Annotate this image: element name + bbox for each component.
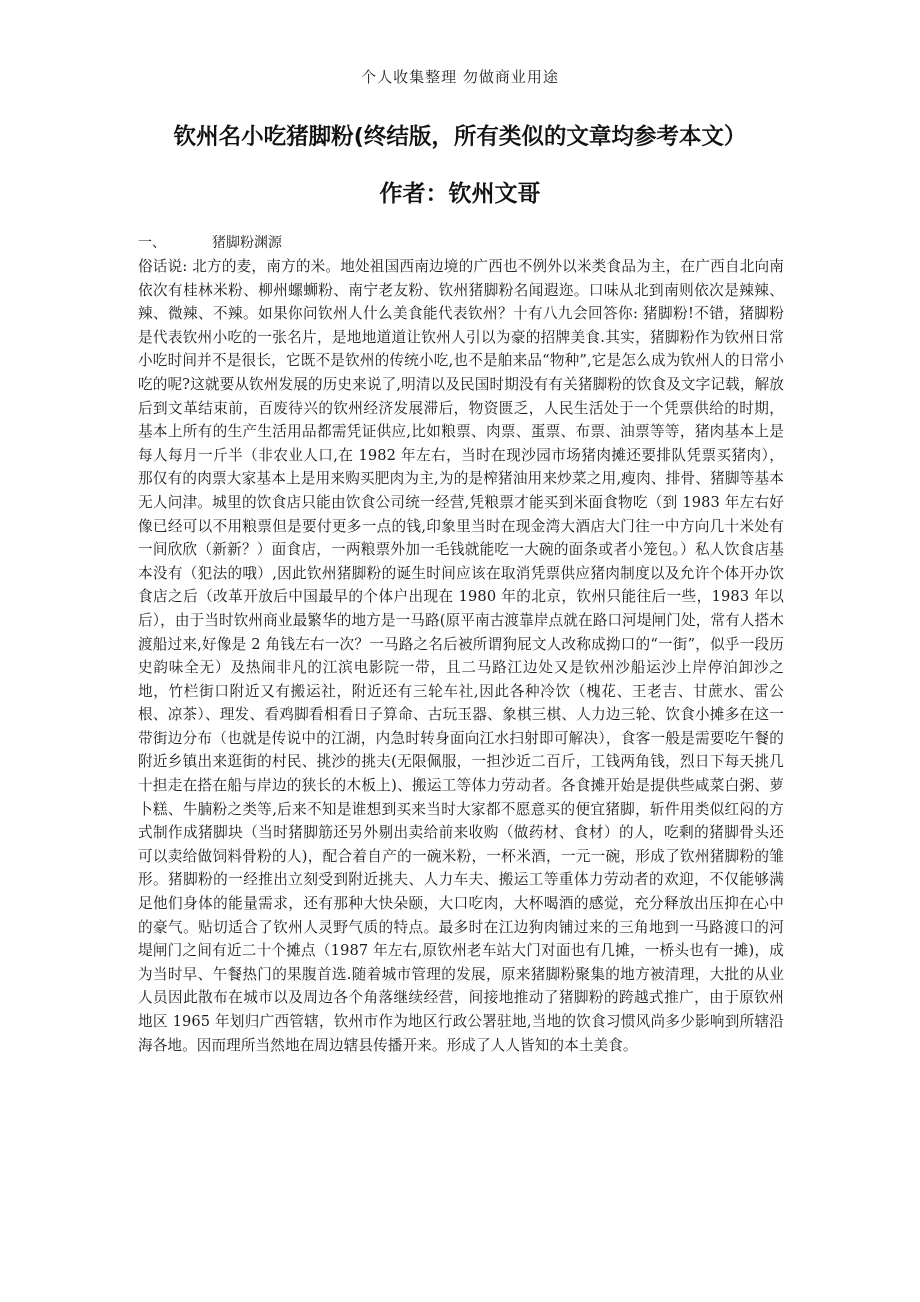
section-title: 猪脚粉渊源 [212, 235, 282, 251]
body-paragraph: 俗话说: 北方的麦，南方的米。地处祖国西南边境的广西也不例外以米类食品为主，在广西自北向南依次有桂林米粉、柳州螺蛳粉、南宁老友粉、钦州猪脚粉名闻遐迩。口味从北到南则依次是辣辣、辣、微辣、不辣。如果你问钦州人什么美食能代表钦州？十有八九会回答你: 猪脚粉!不错，猪脚粉是代表钦州小吃的一张名片，是地地道道让钦州人引以为豪的招牌美食.其实，猪脚粉作为钦州日常小吃时间并不是很长，它既不是钦州的传统小吃,也不是舶来品“物种”,它是怎么成为钦州人的日常小吃的呢?这就要从钦州发展的历史来说了,明清以及民国时期没有有关猪脚粉的饮食及文字记载，解放后到文革结束前，百废待兴的钦州经济发展滞后，物资匮乏，人民生活处于一个凭票供给的时期，基本上所有的生产生活用品都需凭证供应,比如粮票、肉票、蛋票、布票、油票等等，猪肉基本上是每人每月一斤半（非农业人口,在 1982 年左右，当时在现沙园市场猪肉摊还要排队凭票买猪肉），那仅有的肉票大家基本上是用来购买肥肉为主,为的是榨猪油用来炒菜之用,瘦肉、排骨、猪脚等基本无人问津。城里的饮食店只能由饮食公司统一经营,凭粮票才能买到米面食物吃（到 1983 年左右好像已经可以不用粮票但是要付更多一点的钱,印象里当时在现金湾大酒店大门往一中方向几十米处有一间欣欣（新新？）面食店，一两粮票外加一毛钱就能吃一大碗的面条或者小笼包。）私人饮食店基本没有（犯法的哦）,因此钦州猪脚粉的诞生时间应该在取消凭票供应猪肉制度以及允许个体开办饮食店之后（改革开放后中国最早的个体户出现在 1980 年的北京，钦州只能往后一些，1983 年以后），由于当时钦州商业最繁华的地方是一马路(原平南古渡靠岸点就在路口河堤闸门处，常有人搭木渡船过来,好像是 2 角钱左右一次？一马路之名后被所谓狗屁文人改称成拗口的“一街”，似乎一段历史韵味全无）及热闹非凡的江滨电影院一带，且二马路江边处又是钦州沙船运沙上岸停泊卸沙之地，竹栏街口附近又有搬运社，附近还有三轮车社,因此各种冷饮（槐花、王老吉、甘蔗水、雷公根、凉茶）、理发、看鸡脚看相看日子算命、古玩玉器、象棋三棋、人力边三轮、饮食小摊多在这一带街边分布（也就是传说中的江湖，内急时转身面向江水扫射即可解决），食客一般是需要吃午餐的附近乡镇出来逛街的村民、挑沙的挑夫(无限佩服，一担沙近二百斤，工钱两角钱，烈日下每天挑几十担走在搭在船与岸边的狭长的木板上)、搬运工等体力劳动者。各食摊开始是提供些咸菜白粥、萝卜糕、牛腩粉之类等,后来不知是谁想到买来当时大家都不愿意买的便宜猪脚，斩件用类似红闷的方式制作成猪脚块（当时猪脚筋还另外剔出卖给前来收购（做药材、食材）的人，吃剩的猪脚骨头还可以卖给做饲料骨粉的人)，配合着自产的一碗米粉，一杯米酒，一元一碗，形成了钦州猪脚粉的雏形。猪脚粉的一经推出立刻受到附近挑夫、人力车夫、搬运工等重体力劳动者的欢迎，不仅能够满足他们身体的能量需求，还有那种大快朵颐，大口吃肉，大杯喝酒的感觉，充分释放出压抑在心中的豪气。贴切适合了钦州人灵野气质的特点。最多时在江边狗肉铺过来的三角地到一马路渡口的河堤闸门之间有近二十个摊点（1987 年左右,原钦州老车站大门对面也有几摊，一桥头也有一摊)，成为当时早、午餐热门的果腹首选.随着城市管理的发展，原来猪脚粉聚集的地方被清理，大批的从业人员因此散布在城市以及周边各个角落继续经营，间接地推动了猪脚粉的跨越式推广，由于原钦州地区 1965 年划归广西管辖，钦州市作为地区行政公署驻地,当地的饮食习惯风尚多少影响到所辖沿海各地。因而理所当然地在周边辖县传播开来。形成了人人皆知的本土美食。 [138, 258, 784, 1054]
faint-watermark-area [138, 1128, 784, 1168]
header-note: 个人收集整理 勿做商业用途 [361, 68, 559, 86]
document-author: 作者：钦州文哥 [379, 181, 541, 207]
document-title: 钦州名小吃猪脚粉(终结版，所有类似的文章均参考本文） [173, 124, 747, 150]
section-heading [138, 232, 282, 254]
section-number: 一、 [138, 235, 166, 251]
